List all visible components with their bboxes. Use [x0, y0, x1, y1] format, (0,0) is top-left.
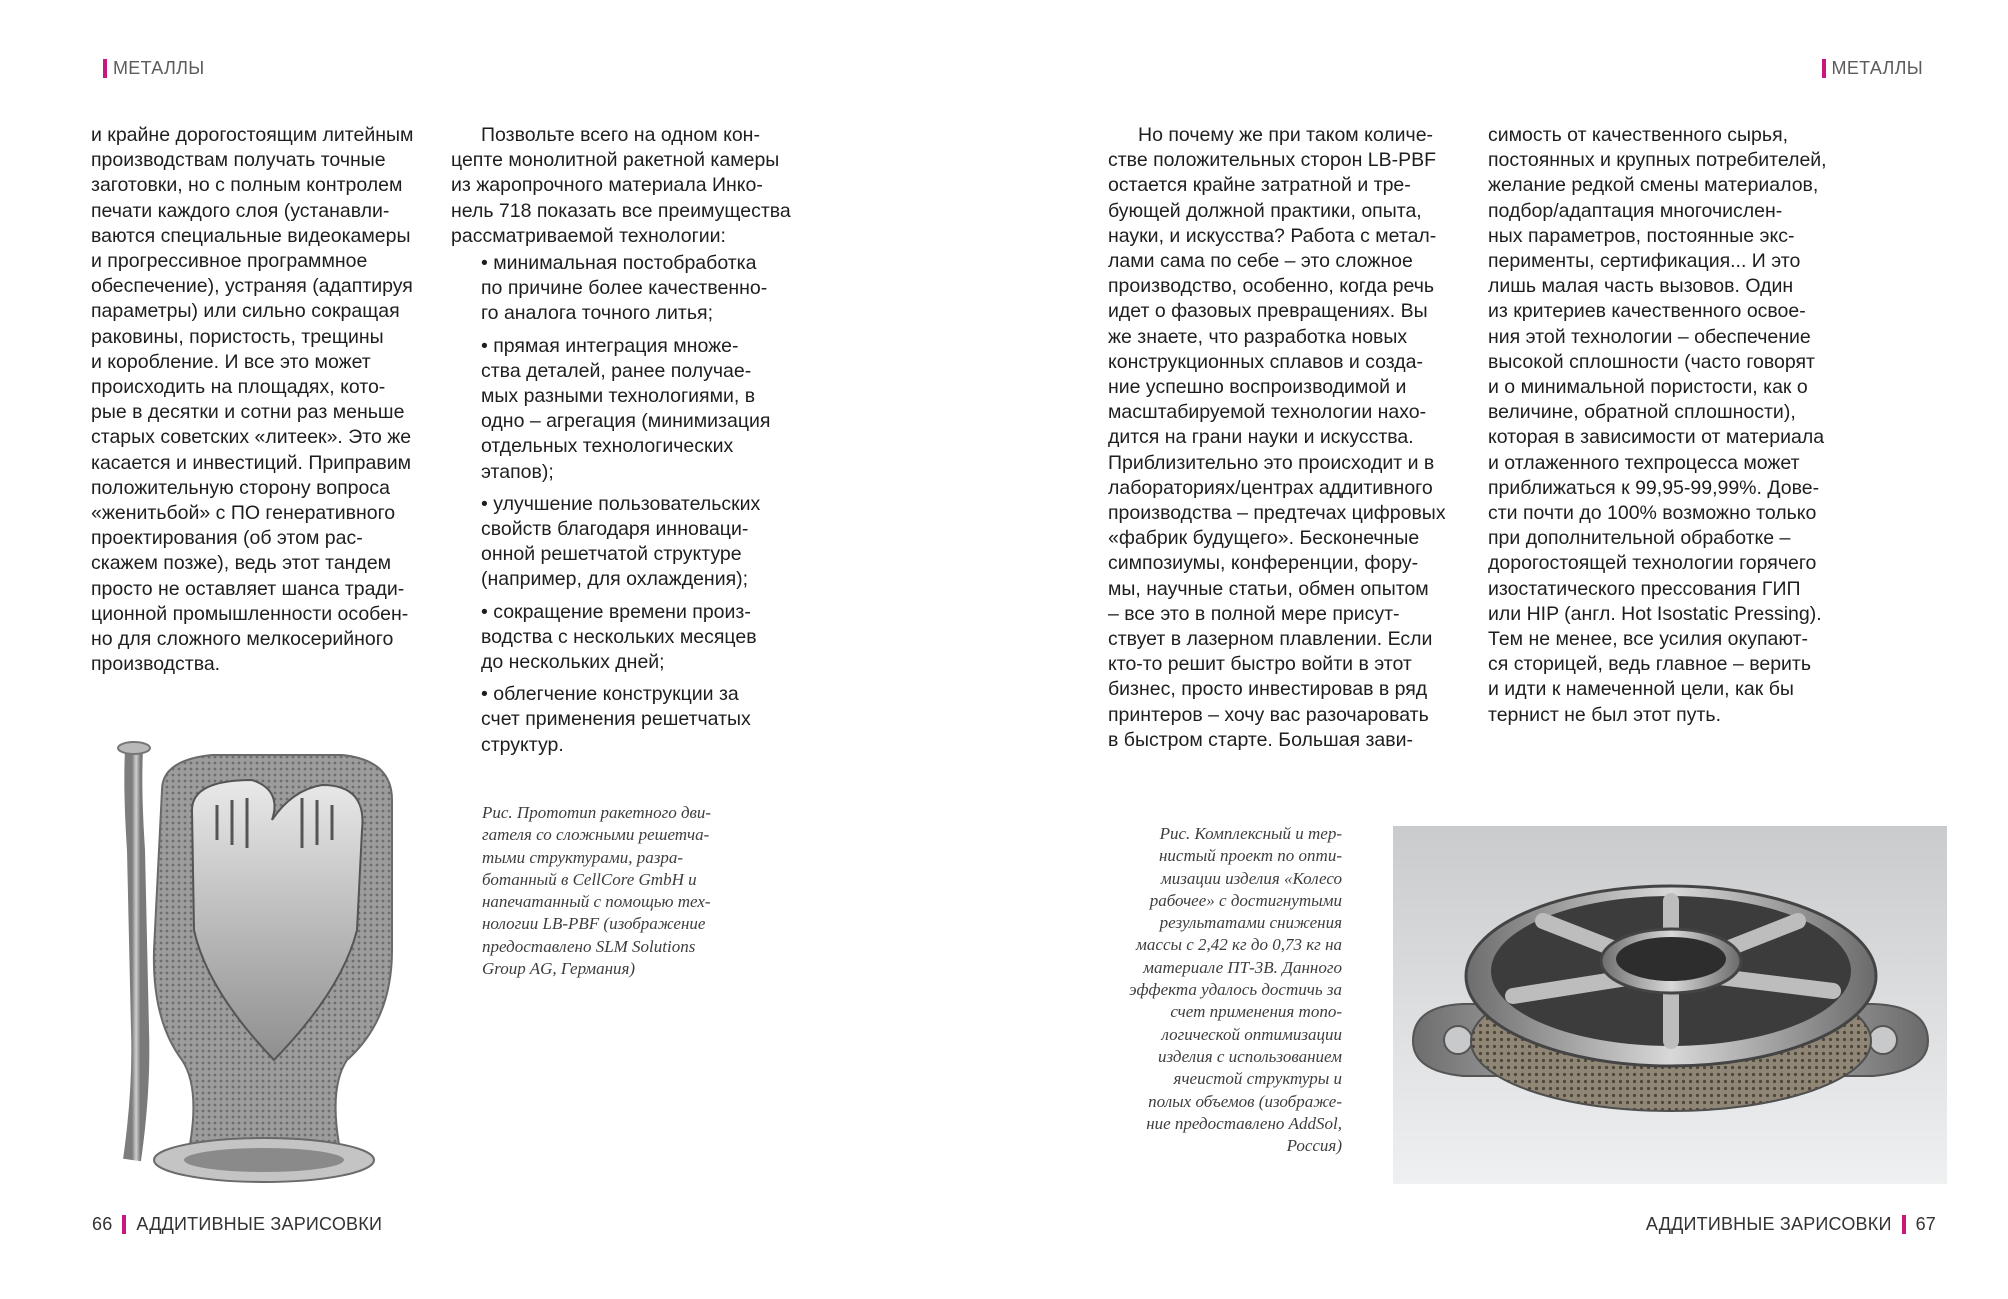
bullet-item	[481, 682, 791, 758]
text-line: мы, научные статьи, обмен опытом	[1108, 577, 1429, 600]
text-line: ние успешно воспроизводимой и	[1108, 376, 1407, 399]
accent-bar	[122, 1215, 126, 1234]
text-line: дится на грани науки и искусства.	[1108, 426, 1414, 449]
text-line: ства деталей, ранее получае-	[481, 359, 752, 382]
text-line: мых разными технологиями, в	[481, 385, 756, 408]
text-line: конструкционных сплавов и созда-	[1108, 350, 1424, 373]
caption-line: Group AG, Германия)	[482, 959, 636, 979]
text-line: рые в десятки и сотни раз меньше	[91, 401, 405, 424]
text-line: счет применения решетчатых	[481, 708, 751, 731]
bullet-item	[481, 334, 791, 485]
publication-title: АДДИТИВНЫЕ ЗАРИСОВКИ	[136, 1214, 383, 1234]
text-line: производство, особенно, когда речь	[1108, 275, 1435, 298]
text-line: и прогрессивное программное	[91, 250, 368, 273]
text-line: положительную сторону вопроса	[91, 476, 390, 499]
text-line: одно – агрегация (минимизация	[481, 410, 771, 433]
text-line: производствам получать точные	[91, 149, 386, 172]
text-line: проектирования (об этом рас-	[91, 527, 363, 550]
caption-line: изделия с использованием	[1157, 1046, 1342, 1066]
text-line: науки, и искусства? Работа с метал-	[1108, 224, 1437, 247]
text-line: производства.	[91, 653, 221, 676]
text-line: лишь малая часть вызовов. Один	[1488, 275, 1794, 298]
text-line: • улучшение пользовательских	[481, 492, 761, 515]
text-line: высокой сплошности (часто говорят	[1488, 350, 1815, 373]
text-line: Но почему же при таком количе-	[1138, 124, 1434, 146]
text-line: же знаете, что разработка новых	[1108, 325, 1408, 348]
publication-title: АДДИТИВНЫЕ ЗАРИСОВКИ	[1645, 1214, 1892, 1234]
text-line: Приблизительно это происходит и в	[1108, 451, 1435, 474]
page-number: 66	[92, 1214, 113, 1234]
footer-right	[1646, 1214, 1936, 1235]
caption-line: ние предоставлено AddSol,	[1146, 1113, 1342, 1133]
text-line: бующей должной практики, опыта,	[1108, 199, 1422, 222]
text-line: ствует в лазерном плавлении. Если	[1108, 628, 1433, 651]
text-line: отдельных технологических	[481, 435, 734, 458]
text-line: обеспечение), устраняя (адаптируя	[91, 275, 413, 298]
text-line: кто-то решит быстро войти в этот	[1108, 653, 1412, 676]
text-line: или HIP (англ. Hot Isostatic Pressing).	[1488, 602, 1822, 625]
caption-line: Рис. Прототип ракетного дви-	[482, 803, 712, 822]
text-line: ваются специальные видеокамеры	[91, 224, 411, 247]
text-line: из критериев качественного освое-	[1488, 300, 1806, 323]
caption-line: мизации изделия «Колесо	[1160, 868, 1342, 888]
text-line: происходить на площадях, кото-	[91, 376, 386, 399]
text-line: идет о фазовых превращениях. Вы	[1108, 300, 1428, 323]
text-line: перименты, сертификация... И это	[1488, 250, 1801, 273]
figure-caption-left	[482, 802, 772, 980]
text-line: по причине более качественно-	[481, 277, 768, 300]
text-line: – все это в полной мере присут-	[1108, 602, 1400, 625]
section-title: МЕТАЛЛЫ	[113, 58, 205, 78]
footer-left	[92, 1214, 382, 1235]
text-line: и отлаженного техпроцесса может	[1488, 451, 1800, 474]
text-line: ся сторицей, ведь главное – верить	[1488, 653, 1812, 676]
caption-line: массы с 2,42 кг до 0,73 кг на	[1136, 935, 1342, 955]
text-line: дорогостоящей технологии горячего	[1488, 552, 1817, 575]
text-line: и коробление. И все это может	[91, 350, 371, 373]
caption-line: напечатанный с помощью тех-	[482, 892, 711, 912]
caption-line: тыми структурами, разра-	[482, 847, 684, 867]
text-line: и о минимальной пористости, как о	[1488, 376, 1808, 399]
text-line: нель 718 показать все преимущества	[451, 199, 791, 222]
text-line: и крайне дорогостоящим литейным	[91, 124, 414, 146]
intro-paragraph	[451, 123, 791, 249]
text-line: свойств благодаря инноваци-	[481, 518, 749, 541]
text-line: стве положительных сторон LB-PBF	[1108, 149, 1437, 172]
caption-line: эффекта удалось достичь за	[1129, 980, 1342, 1000]
caption-line: ячеистой структуры и	[1173, 1069, 1342, 1089]
text-line: но для сложного мелкосерийного	[91, 628, 394, 651]
accent-bar	[103, 59, 107, 78]
text-line: производства – предтечах цифровых	[1108, 502, 1446, 525]
text-line: желание редкой смены материалов,	[1488, 174, 1819, 197]
text-line: при дополнительной обработке –	[1488, 527, 1791, 550]
text-line: ционной промышленности особен-	[91, 602, 409, 625]
text-line: заготовки, но с полным контролем	[91, 174, 403, 197]
text-line: и идти к намеченной цели, как бы	[1488, 678, 1794, 701]
accent-bar	[1822, 59, 1826, 78]
caption-line: нологии LB-PBF (изображение	[482, 914, 706, 934]
text-line: этапов);	[481, 460, 554, 483]
accent-bar	[1902, 1215, 1906, 1234]
text-line: в быстром старте. Большая зави-	[1108, 728, 1414, 751]
text-line: го аналога точного литья;	[481, 302, 713, 325]
caption-line: ботанный в CellCore GmbH и	[482, 869, 697, 889]
caption-line: результатами снижения	[1159, 913, 1342, 933]
text-line: лабораториях/центрах аддитивного	[1108, 476, 1433, 499]
text-line: касается и инвестиций. Приправим	[91, 451, 412, 474]
left-page-column-1	[91, 123, 431, 677]
text-line: из жаропрочного материала Инко-	[451, 174, 763, 197]
text-line: ния этой технологии – обеспечение	[1488, 325, 1811, 348]
bullet-item	[481, 251, 791, 327]
text-line: старых советских «литеек». Это же	[91, 426, 412, 449]
text-line: скажем позже), ведь этот тандем	[91, 552, 392, 575]
text-line: (например, для охлаждения);	[481, 568, 749, 591]
text-line: масштабируемой технологии нахо-	[1108, 401, 1427, 424]
text-line: раковины, пористость, трещины	[91, 325, 384, 348]
text-line: рассматриваемой технологии:	[451, 224, 726, 247]
text-line: • минимальная постобработка	[481, 252, 757, 275]
text-line: симость от качественного сырья,	[1488, 124, 1789, 146]
section-header-left	[103, 58, 204, 79]
impeller-wheel-photo	[1393, 826, 1947, 1184]
advantages-list	[451, 251, 791, 758]
text-line: Тем не менее, все усилия окупают-	[1488, 628, 1809, 651]
text-line: «фабрик будущего». Бесконечные	[1108, 527, 1420, 550]
text-line: симпозиумы, конференции, фору-	[1108, 552, 1419, 575]
text-line: изостатического прессования ГИП	[1488, 577, 1801, 600]
text-line: принтеров – хочу вас разочаровать	[1108, 703, 1429, 726]
right-page-column-2	[1488, 123, 1848, 728]
caption-line: предоставлено SLM Solutions	[482, 936, 696, 956]
text-line: постоянных и крупных потребителей,	[1488, 149, 1827, 172]
text-line: • сокращение времени произ-	[481, 600, 751, 623]
caption-line: гателя со сложными решетча-	[482, 825, 710, 845]
caption-line: материале ПТ-3В. Данного	[1143, 957, 1342, 977]
text-line: бизнес, просто инвестировав в ряд	[1108, 678, 1428, 701]
text-line: просто не оставляет шанса тради-	[91, 577, 405, 600]
bullet-item	[481, 600, 791, 676]
text-line: «женитьбой» с ПО генеративного	[91, 502, 396, 525]
bullet-item	[481, 492, 791, 593]
caption-line: логической оптимизации	[1161, 1024, 1342, 1044]
caption-line: полых объемов (изображе-	[1148, 1091, 1342, 1111]
text-line: цепте монолитной ракетной камеры	[451, 149, 780, 172]
figure-caption-right	[1080, 823, 1342, 1157]
text-line: параметры) или сильно сокращая	[91, 300, 400, 323]
text-line: остается крайне затратной и тре-	[1108, 174, 1411, 197]
text-line: • облегчение конструкции за	[481, 683, 739, 706]
text-line: онной решетчатой структуре	[481, 543, 742, 566]
text-line: которая в зависимости от материала	[1488, 426, 1825, 449]
text-line: приближаться к 99,95-99,99%. Дове-	[1488, 476, 1820, 499]
section-header-right	[1822, 58, 1923, 79]
section-title: МЕТАЛЛЫ	[1831, 58, 1923, 78]
text-line: до нескольких дней;	[481, 651, 665, 674]
page-number: 67	[1915, 1214, 1936, 1234]
caption-line: нистый проект по опти-	[1158, 846, 1342, 866]
text-line: водства с нескольких месяцев	[481, 625, 757, 648]
caption-line: счет применения топо-	[1170, 1002, 1342, 1022]
text-line: тернист не был этот путь.	[1488, 703, 1721, 726]
text-line: Позвольте всего на одном кон-	[481, 124, 760, 146]
text-line: • прямая интеграция множе-	[481, 334, 739, 357]
caption-line: Россия)	[1286, 1136, 1342, 1156]
text-line: печати каждого слоя (устанавли-	[91, 199, 390, 222]
text-line: подбор/адаптация многочислен-	[1488, 199, 1783, 222]
left-page-column-2	[451, 123, 791, 765]
text-line: ных параметров, постоянные экс-	[1488, 224, 1795, 247]
caption-line: рабочее» с достигнутыми	[1149, 890, 1342, 910]
text-line: величине, обратной сплошности),	[1488, 401, 1796, 424]
text-line: сти почти до 100% возможно только	[1488, 502, 1817, 525]
rocket-engine-photo	[92, 730, 437, 1198]
text-line: лами сама по себе – это сложное	[1108, 250, 1413, 273]
text-line: структур.	[481, 733, 564, 756]
right-page-column-1	[1108, 123, 1453, 753]
caption-line: Рис. Комплексный и тер-	[1159, 824, 1342, 843]
